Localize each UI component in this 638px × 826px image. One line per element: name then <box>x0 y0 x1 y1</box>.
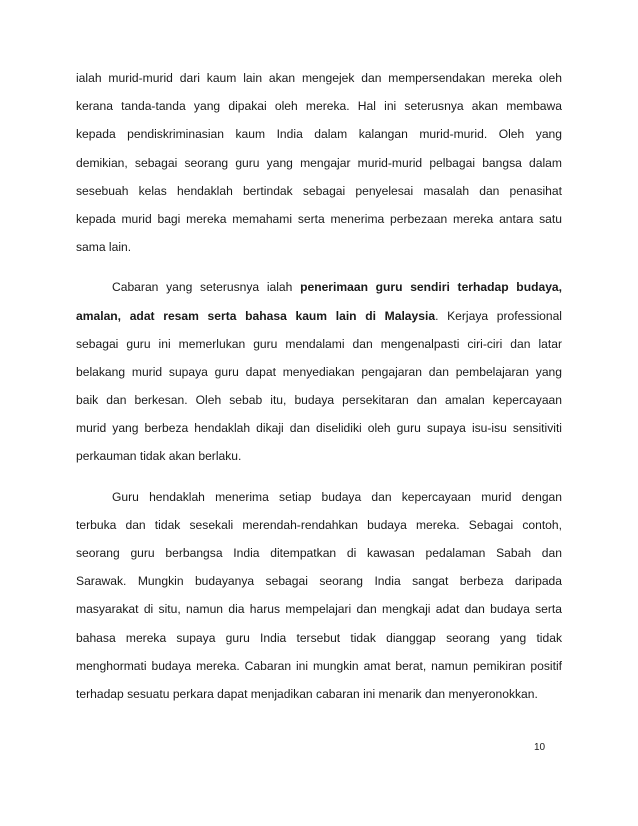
paragraph-3-line: terhadap sesuatu perkara dapat menjadikan cabaran ini menarik dan menyeronokkan. <box>76 686 538 701</box>
paragraph-2-emphasis: amalan, adat resam serta bahasa kaum lain di Malaysia <box>76 308 436 323</box>
paragraph-2-line: belakang murid supaya guru dapat menyediakan pengajaran dan pembelajaran yang <box>76 364 562 379</box>
paragraph-2-text: Cabaran yang seterusnya ialah <box>112 280 301 295</box>
paragraph-1-line: kepada murid bagi mereka memahami serta menerima perbezaan mereka antara satu <box>76 211 562 226</box>
paragraph-1 <box>76 64 562 261</box>
paragraph-2-line: baik dan berkesan. Oleh sebab itu, budaya persekitaran dan amalan kepercayaan <box>76 393 562 408</box>
paragraph-3-line: seorang guru berbangsa India ditempatkan di kawasan pedalaman Sabah dan <box>76 546 562 560</box>
page-number: 10 <box>534 742 546 753</box>
paragraph-3-line: Sarawak. Mungkin budayanya sebagai seorang India sangat berbeza daripada <box>76 574 562 589</box>
paragraph-2-text: . Kerjaya professional <box>435 308 562 323</box>
paragraph-2-line <box>76 302 562 330</box>
paragraph-2-line <box>76 273 562 301</box>
paragraph-1-line: kepada pendiskriminasian kaum India dalam kalangan murid-murid. Oleh yang <box>76 127 562 142</box>
paragraph-2-line: perkauman tidak akan berlaku. <box>76 449 242 464</box>
paragraph-3-line: terbuka dan tidak sesekali merendah-rendahkan budaya mereka. Sebagai contoh, <box>76 517 562 532</box>
paragraph-3-line: masyarakat di situ, namun dia harus mempelajari dan mengkaji adat dan budaya serta <box>76 602 562 617</box>
paragraph-1-line: sesebuah kelas hendaklah bertindak sebagai penyelesai masalah dan penasihat <box>76 183 562 198</box>
paragraph-1-line: demikian, sebagai seorang guru yang mengajar murid-murid pelbagai bangsa dalam <box>76 155 562 170</box>
paragraph-2-emphasis: penerimaan guru sendiri terhadap budaya, <box>300 280 563 295</box>
paragraph-1-line: sama lain. <box>76 240 132 255</box>
paragraph-1-line: ialah murid-murid dari kaum lain akan mengejek dan mempersendakan mereka oleh <box>76 71 562 85</box>
paragraph-1-line: kerana tanda-tanda yang dipakai oleh mereka. Hal ini seterusnya akan membawa <box>76 99 562 114</box>
paragraph-3-line: menghormati budaya mereka. Cabaran ini mungkin amat berat, namun pemikiran positif <box>76 658 562 673</box>
paragraph-2 <box>76 273 562 470</box>
paragraph-3 <box>76 483 562 709</box>
paragraph-2-line: sebagai guru ini memerlukan guru mendalami dan mengenalpasti ciri-ciri dan latar <box>76 336 562 351</box>
paragraph-2-line: murid yang berbeza hendaklah dikaji dan diselidiki oleh guru supaya isu-isu sensitiviti <box>76 421 562 436</box>
document-page <box>76 64 562 708</box>
paragraph-3-line: Guru hendaklah menerima setiap budaya dan kepercayaan murid dengan <box>112 489 562 504</box>
paragraph-3-line: bahasa mereka supaya guru India tersebut tidak dianggap seorang yang tidak <box>76 630 562 645</box>
